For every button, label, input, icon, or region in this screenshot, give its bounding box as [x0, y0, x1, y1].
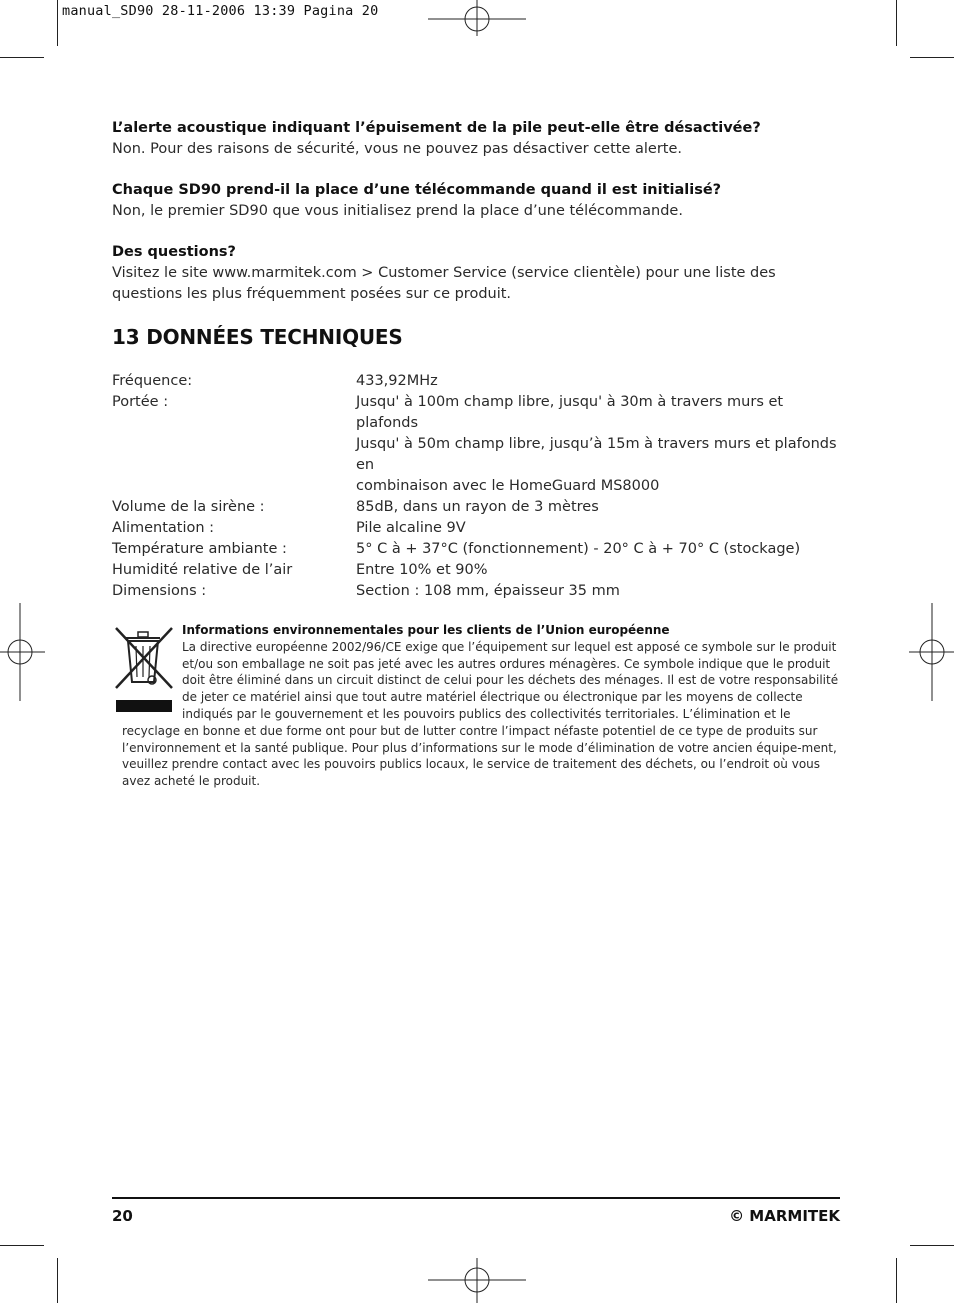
spec-value: Section : 108 mm, épaisseur 35 mm [356, 583, 620, 599]
crop-mark [896, 1258, 897, 1303]
spec-value: Jusqu' à 50m champ libre, jusqu’à 15m à travers murs et plafonds en [356, 436, 837, 473]
weee-crossed-bin-icon [112, 624, 178, 716]
spec-value: Jusqu' à 100m champ libre, jusqu' à 30m à travers murs et plafonds [356, 394, 784, 431]
crop-mark [910, 57, 954, 58]
page-number: 20 [112, 1207, 133, 1225]
faq-question: Chaque SD90 prend-il la place d’une télécommande quand il est initialisé? [112, 182, 722, 198]
faq-item [112, 180, 842, 222]
faq-item [112, 118, 842, 160]
spec-row [112, 497, 842, 518]
spec-label: Température ambiante : [112, 541, 287, 557]
crop-mark [910, 1245, 954, 1246]
spec-value: 433,92MHz [356, 373, 438, 389]
registration-mark-bottom [428, 1258, 526, 1303]
crop-mark [0, 1245, 44, 1246]
registration-mark-top [428, 0, 526, 36]
spec-row [112, 371, 842, 392]
environment-title: Informations environnementales pour les clients de l’Union européenne [182, 623, 670, 637]
registration-mark-right [909, 603, 954, 701]
faq-answer-line: questions les plus fréquemment posées sur ce produit. [112, 286, 512, 302]
spec-value: Pile alcaline 9V [356, 520, 466, 536]
print-slug: manual_SD90 28-11-2006 13:39 Pagina 20 [62, 3, 379, 19]
faq-item [112, 242, 842, 305]
faq-question: L’alerte acoustique indiquant l’épuisement de la pile peut-elle être désactivée? [112, 120, 761, 136]
faq-answer: Non, le premier SD90 que vous initialisez prend la place d’une télécommande. [112, 203, 683, 219]
spec-value: 5° C à + 37°C (fonctionnement) - 20° C à + 70° C (stockage) [356, 541, 801, 557]
spec-label: Portée : [112, 394, 169, 410]
spec-label: Dimensions : [112, 583, 207, 599]
brand-copyright: © MARMITEK [729, 1207, 840, 1225]
spec-value: 85dB, dans un rayon de 3 mètres [356, 499, 599, 515]
spec-row [112, 392, 842, 497]
registration-mark-left [0, 603, 45, 701]
environment-text [112, 622, 842, 790]
crop-mark [896, 0, 897, 46]
faq-answer: Non. Pour des raisons de sécurité, vous ne pouvez pas désactiver cette alerte. [112, 141, 683, 157]
spec-row [112, 581, 842, 602]
section-title: 13 DONNÉES TECHNIQUES [112, 325, 403, 349]
spec-value: Entre 10% et 90% [356, 562, 488, 578]
spec-label: Alimentation : [112, 520, 215, 536]
crop-mark [57, 0, 58, 46]
crop-mark [0, 57, 44, 58]
spec-label: Volume de la sirène : [112, 499, 265, 515]
spec-value: combinaison avec le HomeGuard MS8000 [356, 478, 660, 494]
environment-body: La directive européenne 2002/96/CE exige que l’équipement sur lequel est apposé ce symbole sur le produit et/ou son emballage ne soit pas jeté avec les autres ordures ménagères. Ce symbole indique que le produit doit être éliminé dans un circuit distinct de celui pour les déchets des ménages. Il est de votre responsabilité de jeter ce matériel ainsi que tout autre matériel électrique ou électronique par les moyens de collecte indiqués par le gouvernement et les pouvoirs publics des collectivités territoriales. L’élimination et le recyclage en bonne et due forme ont pour but de lutter contre l’impact néfaste potentiel de ce type de produits sur l’environnement et la santé publique. Pour plus d’informations sur le mode d’élimination de votre ancien équipe-ment, veuillez prendre contact avec les pouvoirs publics locaux, le service de traitement des déchets, ou l’endroit où vous avez acheté le produit. [122, 639, 839, 789]
spec-label: Fréquence: [112, 373, 193, 389]
spec-label: Humidité relative de l’air [112, 562, 293, 578]
environment-notice [112, 622, 842, 790]
faq-answer-line: Visitez le site www.marmitek.com > Customer Service (service clientèle) pour une liste des [112, 265, 776, 281]
spec-table [112, 371, 842, 602]
spec-row [112, 560, 842, 581]
crop-mark [57, 1258, 58, 1303]
page-content [112, 118, 842, 790]
spec-row [112, 518, 842, 539]
spec-row [112, 539, 842, 560]
faq-question: Des questions? [112, 244, 236, 260]
footer-rule [112, 1197, 840, 1199]
